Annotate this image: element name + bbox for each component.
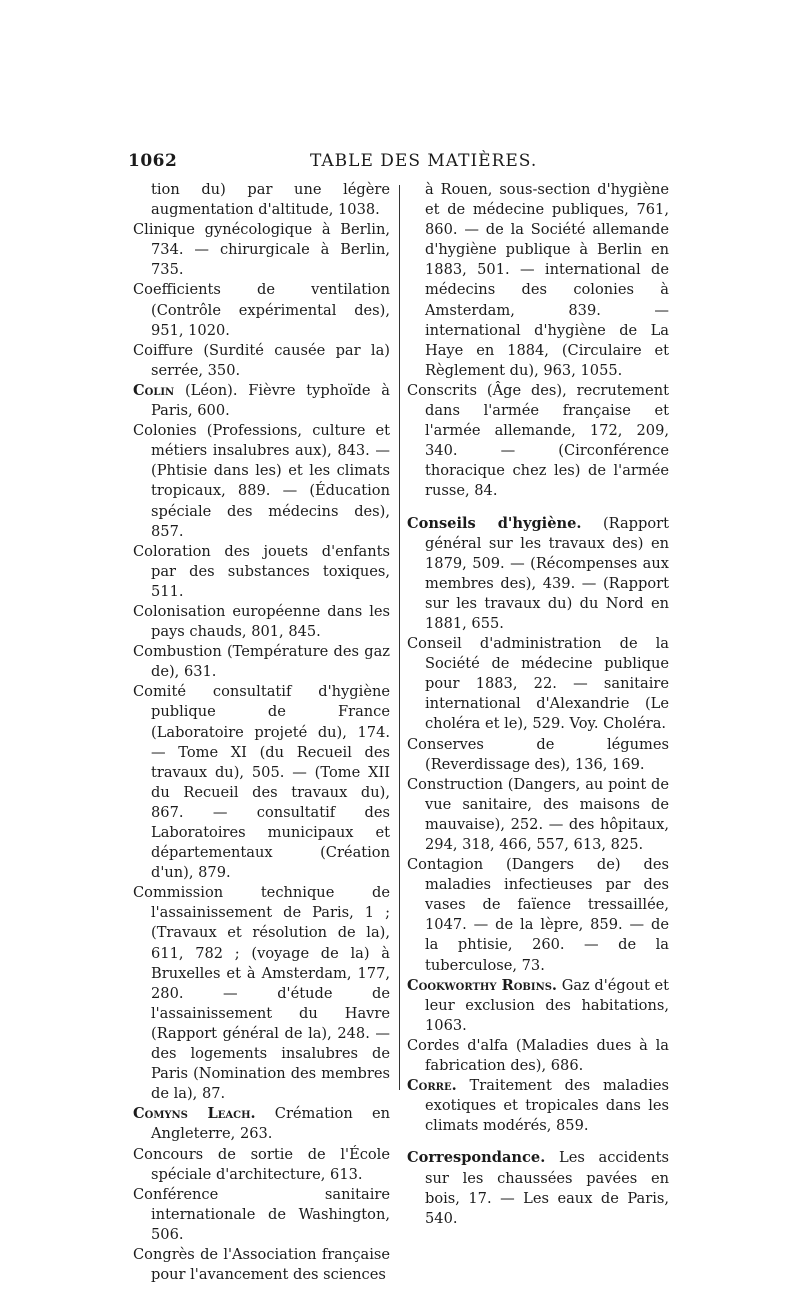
index-entry [407, 1076, 669, 1136]
author-name: Corre. [407, 1077, 457, 1095]
index-entry [133, 220, 390, 280]
index-entry [133, 1145, 390, 1185]
entry-text: Les accidents sur les chaussées pavées en bois, 17. — Les eaux de Paris, 540. [425, 1149, 670, 1227]
index-entry [407, 855, 669, 976]
entry-text: Comité consultatif d'hygiène publique de France (Laboratoire projeté du), 174. — Tome XI (du Recueil des travaux du), 505. — (Tome XII du Recueil des travaux du), 867. — consultatif des Laboratoires municipaux et départementaux (Création d'un), 879. [133, 683, 390, 882]
entry-text: Coloration des jouets d'enfants par des substances toxiques, 511. [133, 542, 390, 600]
entry-text: Coefficients de ventilation (Contrôle expérimental des), 951, 1020. [133, 281, 390, 339]
entry-text: Cordes d'alfa (Maladies dues à la fabrication des), 686. [407, 1036, 669, 1075]
entry-text: Traitement des maladies exotiques et tropicales dans les climats modérés, 859. [425, 1077, 670, 1135]
index-entry [133, 682, 390, 883]
entry-text: Colonisation européenne dans les pays chauds, 801, 845. [133, 602, 390, 641]
section-heading: Correspondance. [407, 1149, 546, 1167]
index-entry [133, 180, 390, 220]
index-entry [133, 341, 390, 381]
entry-text: à Rouen, sous-section d'hygiène et de médecine publiques, 761, 860. — de la Société allemande d'hygiène publique à Berlin en 1883, 501. — international de médecins des colonies à Amsterdam, 839. — international d'hygiène de La Haye en 1884, (Circulaire et Règlement du), 963, 1055. [425, 181, 669, 379]
author-name: Colin [133, 381, 175, 399]
index-entry [133, 421, 390, 542]
index-entry [133, 381, 390, 421]
running-title: TABLE DES MATIÈRES. [310, 151, 538, 171]
index-entry [133, 1185, 390, 1245]
entry-text: Contagion (Dangers de) des maladies infectieuses par des vases de faïence tressaillée, 1047. — de la lèpre, 859. — de la phtisie, 260. — de la tuberculose, 73. [407, 856, 669, 974]
index-entry [407, 735, 669, 775]
index-entry [407, 634, 669, 734]
entry-text: Coiffure (Surdité causée par la) serrée, 350. [133, 341, 390, 379]
index-entry [133, 642, 390, 682]
index-entry [133, 883, 390, 1104]
author-name: Cookworthy Robins. [407, 976, 558, 994]
index-entry [407, 1148, 669, 1228]
column-divider [399, 185, 400, 1090]
entry-text: Combustion (Température des gaz de), 631. [133, 643, 390, 681]
entry-text: (Rapport général sur les travaux des) en 1879, 509. — (Récompenses aux membres des), 439. — (Rapport sur les travaux du) du Nord en 1881, 655. [425, 514, 669, 632]
index-entry [407, 1036, 669, 1076]
index-entry [133, 1245, 390, 1285]
entry-text: Conscrits (Âge des), recrutement dans l'armée française et l'armée allemande, 172, 209, 340. — (Circonférence thoracique chez les) de l'armée russe, 84. [407, 381, 669, 500]
author-name: Comyns Leach. [133, 1105, 256, 1123]
entry-text: Crémation en Angleterre, 263. [151, 1105, 391, 1143]
index-entry [133, 280, 390, 340]
index-entry [407, 514, 669, 635]
page-number: 1062 [128, 151, 178, 171]
entry-text: Colonies (Professions, culture et métiers insalubres aux), 843. — (Phtisie dans les) et les climats tropicaux, 889. — (Éducation spéciale des médecins des), 857. [133, 422, 390, 540]
entry-text: Concours de sortie de l'École spéciale d'architecture, 613. [133, 1145, 390, 1183]
entry-text: Gaz d'égout et leur exclusion des habitations, 1063. [425, 976, 669, 1034]
entry-text: Conserves de légumes (Reverdissage des), 136, 169. [407, 735, 669, 773]
entry-text: (Léon). Fièvre typhoïde à Paris, 600. [151, 381, 390, 420]
entry-text: Conseil d'administration de la Société de médecine publique pour 1883, 22. — sanitaire international d'Alexandrie (Le choléra et le), 529. Voy. Choléra. [407, 635, 669, 733]
entry-text: Congrès de l'Association française pour l'avancement des sciences [133, 1245, 390, 1284]
index-entry [407, 775, 669, 855]
section-heading: Conseils d'hygiène. [407, 514, 582, 532]
index-entry [133, 1104, 390, 1144]
entry-text: Construction (Dangers, au point de vue sanitaire, des maisons de mauvaise), 252. — des hôpitaux, 294, 318, 466, 557, 613, 825. [407, 775, 669, 853]
index-entry [407, 976, 669, 1036]
index-entry [133, 602, 390, 642]
entry-text: Commission technique de l'assainissement de Paris, 1 ; (Travaux et résolution de la), 611, 782 ; (voyage de la) à Bruxelles et à Amsterdam, 177, 280. — d'étude de l'assainissement du Havre (Rapport général de la), 248. — des logements insalubres de Paris (Nomination des membres de la), 87. [133, 884, 390, 1103]
index-column-right [407, 180, 669, 1229]
entry-text: Conférence sanitaire internationale de Washington, 506. [133, 1185, 390, 1243]
entry-text: tion du) par une légère augmentation d'altitude, 1038. [151, 181, 390, 219]
index-column-left [133, 180, 390, 1285]
entry-text: Clinique gynécologique à Berlin, 734. — chirurgicale à Berlin, 735. [133, 221, 390, 279]
index-entry [133, 542, 390, 602]
index-entry [407, 381, 669, 502]
index-entry [407, 180, 669, 381]
